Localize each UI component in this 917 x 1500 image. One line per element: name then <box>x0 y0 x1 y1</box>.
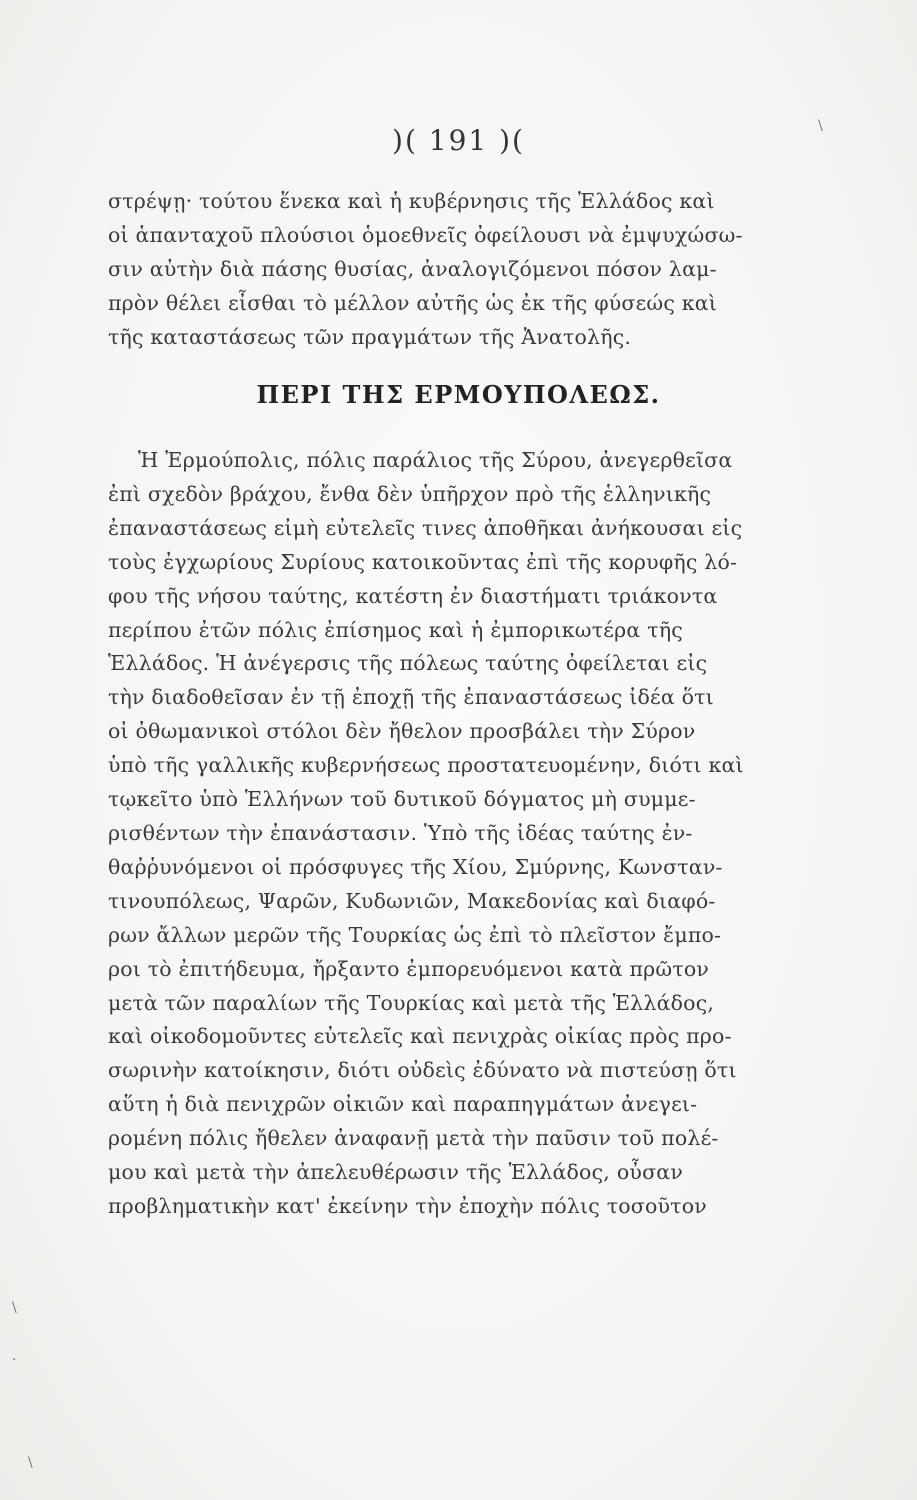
text-line: μετὰ τῶν παραλίων τῆς Τουρκίας καὶ μετὰ τῆς Ἑλλάδος, <box>108 990 715 1015</box>
text-line: πρὸν θέλει εἶσθαι τὸ μέλλον αὐτῆς ὡς ἐκ τῆς φύσεώς καὶ <box>108 290 718 315</box>
text-line: προβληματικὴν κατ' ἐκείνην τὴν ἐποχὴν πόλις τοσοῦτον <box>108 1193 707 1218</box>
text-line: οἱ ὀθωμανικοὶ στόλοι δὲν ἤθελον προσβάλει τὴν Σύρον <box>108 719 696 744</box>
text-line: τῆς καταστάσεως τῶν πραγμάτων τῆς Ἀνατολῆς. <box>108 324 632 349</box>
text-line: θαῤῥυνόμενοι οἱ πρόσφυγες τῆς Χίου, Σμύρνης, Κωνσταν- <box>108 854 723 879</box>
text-line: ρομένη πόλις ἤθελεν ἀναφανῇ μετὰ τὴν παῦσιν τοῦ πολέ- <box>108 1126 719 1151</box>
text-line: ρων ἄλλων μερῶν τῆς Τουρκίας ὡς ἐπὶ τὸ πλεῖστον ἔμπο- <box>108 922 722 947</box>
text-line: ὑπὸ τῆς γαλλικῆς κυβερνήσεως προστατευομένην, διότι καὶ <box>108 753 744 778</box>
scan-speck: \ <box>12 1300 17 1316</box>
section-heading: ΠΕΡΙ ΤΗΣ ΕΡΜΟΥΠΟΛΕΩΣ. <box>256 380 661 409</box>
text-line: σωρινὴν κατοίκησιν, διότι οὐδεὶς ἐδύνατο νὰ πιστεύσῃ ὅτι <box>108 1058 737 1083</box>
text-line: τοὺς ἐγχωρίους Συρίους κατοικοῦντας ἐπὶ τῆς κορυφῆς λό- <box>108 549 738 574</box>
paragraph-hermoupolis <box>108 444 744 1224</box>
text-line: Ἡ Ἑρμούπολις, πόλις παράλιος τῆς Σύρου, ἀνεγερθεῖσα <box>138 448 733 472</box>
paragraph-continuation <box>108 185 743 355</box>
text-line: τινουπόλεως, Ψαρῶν, Κυδωνιῶν, Μακεδονίας καὶ διαφό- <box>108 888 716 913</box>
text-line: ρισθέντων τὴν ἐπανάστασιν. Ὑπὸ τῆς ἰδέας ταύτης ἐν- <box>108 820 693 845</box>
text-line: φου τῆς νήσου ταύτης, κατέστη ἐν διαστήματι τριάκοντα <box>108 583 718 608</box>
text-line: αὕτη ἡ διὰ πενιχρῶν οἰκιῶν καὶ παραπηγμάτων ἀνεγει- <box>108 1092 698 1117</box>
page-number-header: )( 191 )( <box>392 124 525 157</box>
text-line: τὴν διαδοθεῖσαν ἐν τῇ ἐποχῇ τῆς ἐπαναστάσεως ἰδέα ὅτι <box>108 685 714 710</box>
text-line: Ἑλλάδος. Ἡ ἀνέγερσις τῆς πόλεως ταύτης ὀφείλεται εἰς <box>108 651 708 676</box>
text-line: ἐπὶ σχεδὸν βράχου, ἔνθα δὲν ὑπῆρχον πρὸ τῆς ἑλληνικῆς <box>108 481 712 506</box>
scan-speck: \ <box>818 118 823 134</box>
text-line: τῳκεῖτο ὑπὸ Ἑλλήνων τοῦ δυτικοῦ δόγματος μὴ συμμε- <box>108 787 696 812</box>
text-line: ἐπαναστάσεως εἰμὴ εὐτελεῖς τινες ἀποθῆκαι ἀνήκουσαι εἰς <box>108 515 743 540</box>
text-line: μου καὶ μετὰ τὴν ἀπελευθέρωσιν τῆς Ἑλλάδος, οὖσαν <box>108 1160 683 1185</box>
text-line: καὶ οἰκοδομοῦντες εὐτελεῖς καὶ πενιχρὰς οἰκίας πρὸς προ- <box>108 1024 732 1049</box>
text-line: περίπου ἐτῶν πόλις ἐπίσημος καὶ ἡ ἐμπορικωτέρα τῆς <box>108 617 683 642</box>
scan-speck: \ <box>28 1455 33 1471</box>
scan-speck: · <box>12 1352 17 1368</box>
text-line: ροι τὸ ἐπιτήδευμα, ἤρξαντο ἐμπορευόμενοι κατὰ πρῶτον <box>108 956 710 981</box>
text-line: οἱ ἁπανταχοῦ πλούσιοι ὁμοεθνεῖς ὀφείλουσι νὰ ἐμψυχώσω- <box>108 222 743 247</box>
text-line: σιν αὐτὴν διὰ πάσης θυσίας, ἀναλογιζόμενοι πόσον λαμ- <box>108 256 717 281</box>
text-line: στρέψῃ· τούτου ἕνεκα καὶ ἡ κυβέρνησις τῆς Ἑλλάδος καὶ <box>108 189 715 213</box>
